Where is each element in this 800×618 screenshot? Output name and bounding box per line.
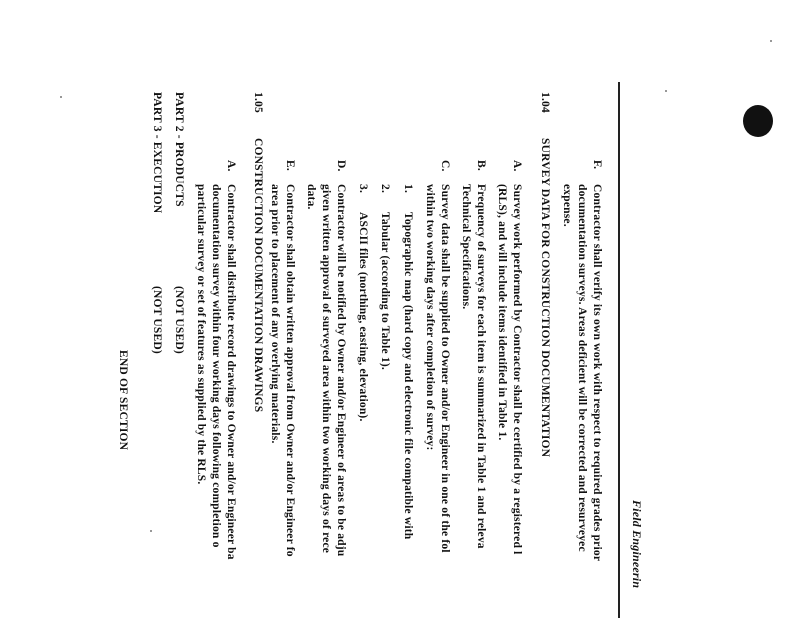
- item-105a-line-1: Contractor shall distribute record drawings to Owner and/or Engineer ba: [225, 184, 237, 560]
- item-104e-line-1: Contractor shall obtain written approval from Owner and/or Engineer fo: [284, 184, 296, 557]
- section-104-number: 1.04: [539, 92, 551, 113]
- item-f-line-2: documentation surveys. Areas deficient will be corrected and resurveyec: [576, 184, 588, 552]
- item-104b-line-1: Frequency of surveys for each item is summarized in Table 1 and releva: [475, 184, 487, 549]
- item-f-line-1: Contractor shall verify its own work with respect to required grades prior: [591, 184, 603, 562]
- section-105-title: CONSTRUCTION DOCUMENTATION DRAWINGS: [252, 138, 264, 413]
- header-rule: [618, 82, 620, 618]
- item-105a-label: A.: [225, 160, 237, 172]
- list-item-2-text: Tabular (according to Table 1).: [379, 212, 391, 370]
- list-item-3-label: 3.: [357, 184, 369, 194]
- section-104-title: SURVEY DATA FOR CONSTRUCTION DOCUMENTATION: [539, 138, 551, 458]
- part-2-title: PART 2 - PRODUCTS: [173, 92, 185, 207]
- item-104c-line-1: Survey data shall be supplied to Owner and/or Engineer in one of the fol: [439, 184, 451, 553]
- scan-speck: [665, 90, 667, 92]
- item-104c-line-2: within two working days after completion of survey:: [424, 184, 436, 451]
- item-104a-line-2: (RLS), and will include items identified in Table 1.: [496, 184, 508, 441]
- item-104c-label: C.: [439, 160, 451, 172]
- part-2-note: (NOT USED): [173, 286, 185, 354]
- item-104d-line-1: Contractor will be notified by Owner and/or Engineer of areas to be adju: [335, 184, 347, 557]
- running-header: Field Engineerin: [630, 500, 644, 589]
- item-f-label: F.: [591, 160, 603, 170]
- list-item-1-label: 1.: [402, 184, 414, 194]
- item-104a-label: A.: [511, 160, 523, 172]
- item-104b-label: B.: [475, 160, 487, 171]
- part-3-note: (NOT USED): [151, 286, 163, 354]
- list-item-2-label: 2.: [379, 184, 391, 194]
- item-104d-line-2: given written approval of surveyed area within two working days of rece: [320, 184, 332, 554]
- item-104b-line-2: Technical Specifications.: [460, 184, 472, 310]
- item-105a-line-2: documentation survey within four working days following completion o: [210, 184, 222, 548]
- item-105a-line-3: particular survey or set of features as supplied by the RLS.: [195, 184, 207, 485]
- list-item-1-text: Topographic map (hard copy and electronic file compatible with: [402, 212, 414, 540]
- scan-speck: [150, 530, 152, 532]
- end-of-section: END OF SECTION: [117, 350, 129, 451]
- scan-speck: [770, 40, 772, 42]
- part-3-title: PART 3 - EXECUTION: [151, 92, 163, 214]
- item-104a-line-1: Survey work performed by Contractor shall be certified by a registered l: [511, 184, 523, 555]
- list-item-3-text: ASCII files (northing, easting, elevation).: [357, 212, 369, 422]
- item-104d-line-3: data.: [305, 184, 317, 210]
- item-104e-label: E.: [284, 160, 296, 171]
- scan-speck: [60, 96, 62, 98]
- binder-hole: [743, 105, 773, 137]
- item-104d-label: D.: [335, 160, 347, 172]
- section-105-number: 1.05: [252, 92, 264, 113]
- item-f-line-3: expense.: [561, 184, 573, 227]
- item-104e-line-2: area prior to placement of any overlying materials.: [269, 184, 281, 444]
